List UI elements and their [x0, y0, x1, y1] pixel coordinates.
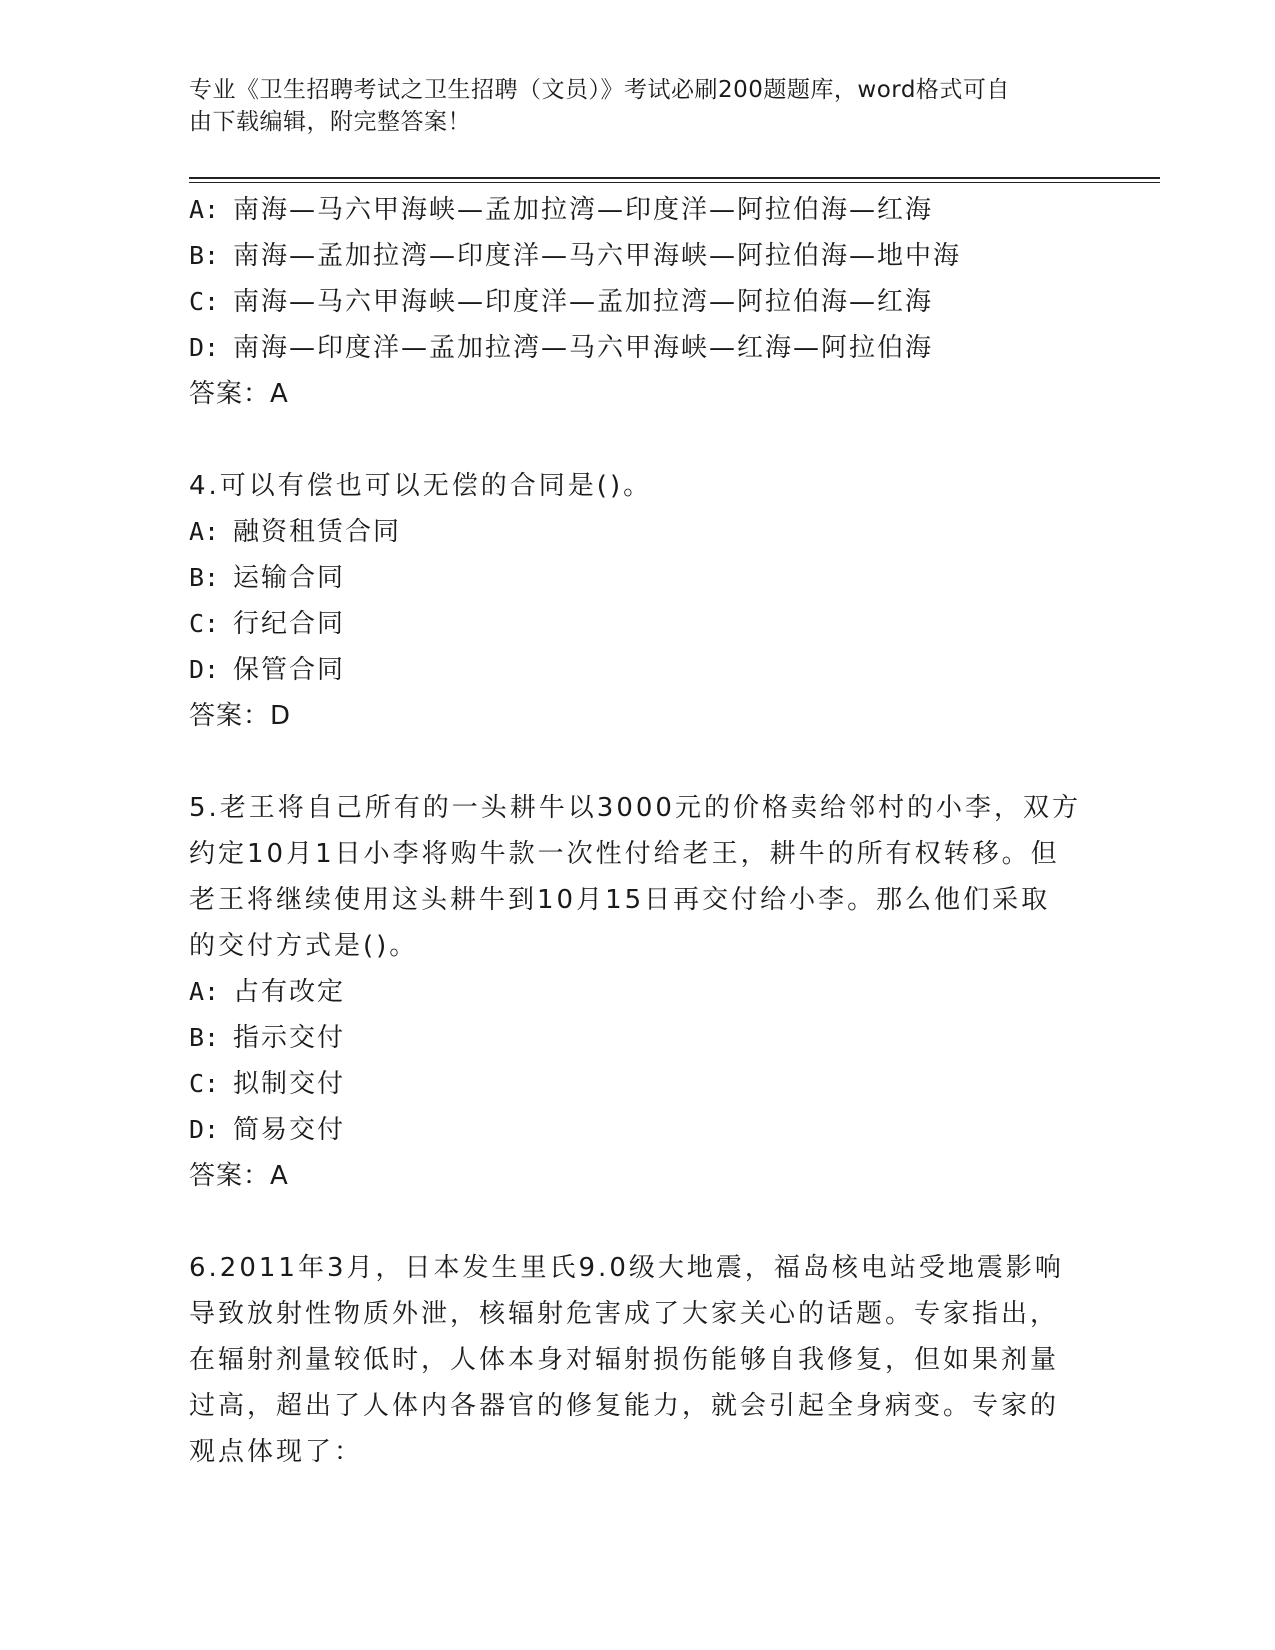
spacer: [189, 739, 1089, 785]
question-stem-line: 约定10月1日小李将购牛款一次性付给老王，耕牛的所有权转移。但: [189, 839, 1060, 869]
option-letter: B:: [189, 563, 220, 592]
option-text: 简易交付: [233, 1115, 346, 1145]
document-header: [189, 74, 1069, 138]
question-6: [189, 1245, 1089, 1475]
header-line-2: 由下载编辑，附完整答案！: [189, 109, 471, 135]
option-letter: D:: [189, 333, 220, 362]
answer-line: 答案：A: [189, 379, 289, 409]
question-content: [189, 187, 1089, 1475]
answer-line: 答案：D: [189, 701, 292, 731]
option-letter: C:: [189, 1069, 220, 1098]
option-text: 指示交付: [233, 1023, 346, 1053]
question-stem-line: 5.老王将自己所有的一头耕牛以3000元的价格卖给邻村的小李，双方: [189, 793, 1081, 823]
question-stem-line: 观点体现了：: [189, 1437, 364, 1467]
option-b: [189, 233, 1089, 279]
option-c: [189, 1061, 1089, 1107]
header-rule-thick: [189, 177, 1160, 179]
option-text: 南海—孟加拉湾—印度洋—马六甲海峡—阿拉伯海—地中海: [233, 241, 962, 271]
option-b: [189, 1015, 1089, 1061]
option-letter: D:: [189, 655, 220, 684]
option-b: [189, 555, 1089, 601]
question-stem-line: 6.2011年3月，日本发生里氏9.0级大地震，福岛核电站受地震影响: [189, 1253, 1064, 1283]
option-letter: A:: [189, 977, 220, 1006]
option-d: [189, 647, 1089, 693]
option-text: 融资租赁合同: [233, 517, 402, 547]
option-letter: B:: [189, 241, 220, 270]
spacer: [189, 1199, 1089, 1245]
answer-line: 答案：A: [189, 1161, 289, 1191]
question-stem-line: 过高，超出了人体内各器官的修复能力，就会引起全身病变。专家的: [189, 1391, 1060, 1421]
option-text: 拟制交付: [233, 1069, 346, 1099]
question-stem-line: 老王将继续使用这头耕牛到10月15日再交付给小李。那么他们采取: [189, 885, 1051, 915]
option-text: 行纪合同: [233, 609, 346, 639]
option-text: 运输合同: [233, 563, 346, 593]
question-stem-line: 导致放射性物质外泄，核辐射危害成了大家关心的话题。专家指出，: [189, 1299, 1060, 1329]
spacer: [189, 417, 1089, 463]
option-text: 南海—马六甲海峡—印度洋—孟加拉湾—阿拉伯海—红海: [233, 287, 934, 317]
option-a: [189, 969, 1089, 1015]
option-d: [189, 325, 1089, 371]
option-a: [189, 509, 1089, 555]
option-letter: C:: [189, 609, 220, 638]
option-c: [189, 601, 1089, 647]
question-stem: 4.可以有偿也可以无偿的合同是()。: [189, 471, 653, 501]
header-line-1: 专业《卫生招聘考试之卫生招聘（文员）》考试必刷200题题库，word格式可自: [189, 77, 1010, 103]
option-text: 保管合同: [233, 655, 346, 685]
option-text: 南海—印度洋—孟加拉湾—马六甲海峡—红海—阿拉伯海: [233, 333, 934, 363]
option-text: 南海—马六甲海峡—孟加拉湾—印度洋—阿拉伯海—红海: [233, 195, 934, 225]
question-stem-line: 在辐射剂量较低时，人体本身对辐射损伤能够自我修复，但如果剂量: [189, 1345, 1060, 1375]
option-letter: A:: [189, 517, 220, 546]
option-text: 占有改定: [233, 977, 346, 1007]
option-d: [189, 1107, 1089, 1153]
question-5: [189, 785, 1089, 1199]
question-3: [189, 187, 1089, 417]
option-letter: C:: [189, 287, 220, 316]
question-stem-line: 的交付方式是()。: [189, 931, 419, 961]
option-letter: D:: [189, 1115, 220, 1144]
option-letter: B:: [189, 1023, 220, 1052]
option-c: [189, 279, 1089, 325]
question-4: [189, 463, 1089, 739]
header-rule-thin: [189, 182, 1160, 183]
option-a: [189, 187, 1089, 233]
option-letter: A:: [189, 195, 220, 224]
